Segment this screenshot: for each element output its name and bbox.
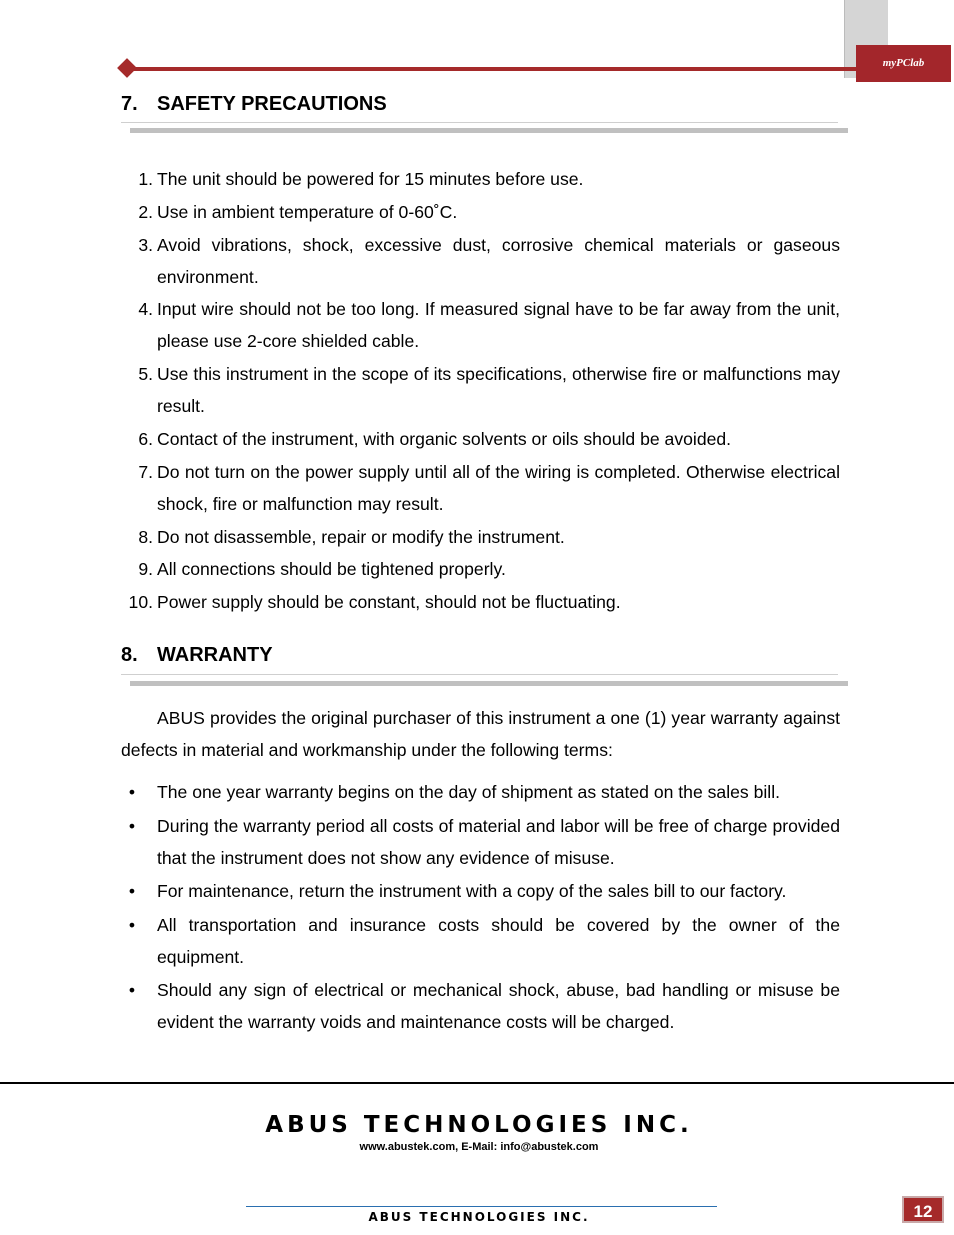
list-item-text: Should any sign of electrical or mechanical shock, abuse, bad handling or misuse be evident the warranty voids and maintenance costs will be charged.	[157, 980, 840, 1032]
list-item-number: 3.	[138, 234, 153, 255]
bullet-icon: •	[128, 980, 136, 1000]
section7-title: SAFETY PRECAUTIONS	[157, 93, 387, 115]
section7-rule-thick	[130, 128, 848, 133]
list-item-text: During the warranty period all costs of material and labor will be free of charge provided that the instrument does not show any evidence of misuse.	[157, 815, 840, 868]
section7-rule-thin	[121, 122, 838, 123]
bullet-icon: •	[128, 914, 136, 935]
section8-rule-thin	[121, 674, 838, 675]
section8-title: WARRANTY	[157, 644, 273, 666]
list-item	[121, 586, 840, 618]
list-item	[121, 423, 840, 455]
list-item	[121, 776, 840, 808]
list-item	[121, 229, 840, 293]
footer-contact: www.abustek.com, E-Mail: info@abustek.com	[359, 1141, 599, 1153]
footer-rule-blue	[246, 1206, 717, 1207]
list-item	[121, 293, 840, 357]
bullet-icon: •	[128, 815, 136, 836]
list-item-number: 10.	[128, 592, 153, 613]
list-item-text: For maintenance, return the instrument with a copy of the sales bill to our factory.	[157, 881, 787, 901]
list-item-number: 1.	[138, 169, 153, 189]
list-item-number: 6.	[138, 428, 153, 449]
list-item-text: All connections should be tightened properly.	[157, 559, 506, 580]
list-item-number: 7.	[138, 461, 153, 482]
page-number-badge: 12	[902, 1196, 944, 1223]
footer-company-name-small: ABUS TECHNOLOGIES INC.	[368, 1210, 590, 1224]
list-item	[121, 974, 840, 1038]
list-item-text: Input wire should not be too long. If measured signal have to be far away from the unit, please use 2-core shielded cable.	[157, 299, 840, 352]
list-item	[121, 456, 840, 520]
footer-company-name: ABUS TECHNOLOGIES INC.	[265, 1112, 693, 1138]
list-item	[121, 196, 840, 228]
section8-number: 8.	[121, 644, 138, 666]
list-item-text: Use this instrument in the scope of its specifications, otherwise fire or malfunctions may result.	[157, 364, 840, 417]
list-item	[121, 875, 840, 907]
list-item	[121, 358, 840, 422]
header-diamond-icon	[117, 58, 137, 78]
list-item	[121, 553, 840, 585]
list-item-text: Power supply should be constant, should not be fluctuating.	[157, 592, 621, 613]
list-item	[121, 909, 840, 973]
list-item	[121, 810, 840, 874]
list-item-text: Do not disassemble, repair or modify the instrument.	[157, 526, 565, 547]
section7-number: 7.	[121, 93, 138, 115]
list-item-text: The unit should be powered for 15 minutes before use.	[157, 169, 584, 189]
warranty-intro: ABUS provides the original purchaser of this instrument a one (1) year warranty against defects in material and workmanship under the following terms:	[121, 708, 840, 760]
list-item-text: Contact of the instrument, with organic solvents or oils should be avoided.	[157, 428, 732, 449]
list-item-number: 2.	[138, 201, 153, 222]
mypclab-logo: myPClab	[856, 45, 951, 82]
header-rule	[128, 67, 856, 71]
list-item-number: 4.	[138, 299, 153, 320]
list-item-text: Avoid vibrations, shock, excessive dust, corrosive chemical materials or gaseous environment.	[157, 234, 840, 287]
footer-rule	[0, 1082, 954, 1084]
list-item-number: 9.	[138, 559, 153, 580]
bullet-icon: •	[128, 881, 136, 901]
warranty-terms-list	[121, 776, 840, 1040]
section8-rule-thick	[130, 681, 848, 686]
list-item-text: Do not turn on the power supply until all of the wiring is completed. Otherwise electrical shock, fire or malfunction may result.	[157, 461, 840, 514]
list-item-text: Use in ambient temperature of 0-60˚C.	[157, 201, 458, 222]
list-item-number: 5.	[138, 364, 153, 385]
list-item	[121, 521, 840, 553]
list-item-text: The one year warranty begins on the day of shipment as stated on the sales bill.	[157, 782, 780, 802]
bullet-icon: •	[128, 782, 136, 802]
list-item-number: 8.	[138, 526, 153, 547]
list-item	[121, 163, 840, 195]
list-item-text: All transportation and insurance costs should be covered by the owner of the equipment.	[157, 914, 840, 967]
safety-precautions-list	[121, 163, 840, 619]
